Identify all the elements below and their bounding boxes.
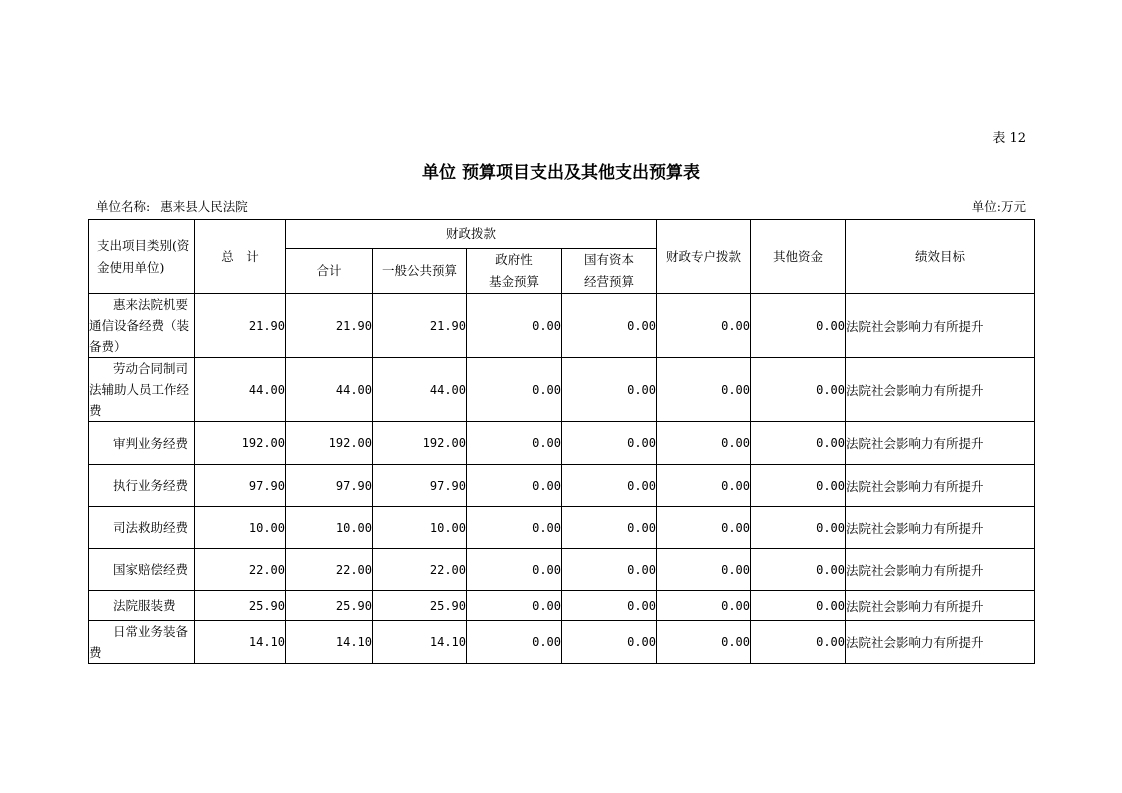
row-name <box>89 358 195 422</box>
row-special: 0.00 <box>657 507 751 549</box>
table-row <box>89 294 1035 358</box>
row-name-rest: 费 <box>175 435 189 451</box>
table-body <box>89 294 1035 664</box>
header-state-capital <box>562 249 657 294</box>
row-name-first: 审判业务经 <box>113 435 176 451</box>
row-other: 0.00 <box>751 591 846 621</box>
table-row <box>89 591 1035 621</box>
row-other: 0.00 <box>751 465 846 507</box>
row-name-first: 国家赔偿经 <box>113 562 176 577</box>
unit-name-value: 惠来县人民法院 <box>160 199 248 214</box>
unit-name <box>96 197 248 215</box>
row-special: 0.00 <box>657 621 751 664</box>
table-row <box>89 358 1035 422</box>
row-special: 0.00 <box>657 591 751 621</box>
row-other: 0.00 <box>751 549 846 591</box>
header-goal: 绩效目标 <box>846 220 1035 294</box>
row-total: 14.10 <box>195 621 286 664</box>
row-gov-fund: 0.00 <box>467 294 562 358</box>
row-general: 192.00 <box>373 422 467 465</box>
row-name-first: 惠来法院机 <box>113 297 176 312</box>
row-subtotal: 97.90 <box>286 465 373 507</box>
row-subtotal: 22.00 <box>286 549 373 591</box>
row-goal: 法院社会影响力有所提升 <box>846 549 1035 591</box>
row-gov-fund: 0.00 <box>467 422 562 465</box>
header-general: 一般公共预算 <box>373 249 467 294</box>
row-goal: 法院社会影响力有所提升 <box>846 422 1035 465</box>
row-state-capital: 0.00 <box>562 294 657 358</box>
header-state-capital-line1: 国有资本 <box>584 252 635 267</box>
row-name-first: 司法救助经 <box>113 520 176 535</box>
row-gov-fund: 0.00 <box>467 549 562 591</box>
table-row <box>89 507 1035 549</box>
header-special: 财政专户拨款 <box>657 220 751 294</box>
row-subtotal: 14.10 <box>286 621 373 664</box>
row-name <box>89 507 195 549</box>
row-state-capital: 0.00 <box>562 422 657 465</box>
row-other: 0.00 <box>751 507 846 549</box>
table-row <box>89 549 1035 591</box>
row-gov-fund: 0.00 <box>467 465 562 507</box>
table-header <box>89 220 1035 294</box>
row-special: 0.00 <box>657 422 751 465</box>
row-goal: 法院社会影响力有所提升 <box>846 591 1035 621</box>
unit-name-label: 单位名称: <box>96 199 151 214</box>
row-subtotal: 25.90 <box>286 591 373 621</box>
header-category: 支出项目类别(资金使用单位) <box>89 220 195 294</box>
table-row <box>89 621 1035 664</box>
row-gov-fund: 0.00 <box>467 591 562 621</box>
header-fiscal: 财政拨款 <box>286 220 657 249</box>
row-goal: 法院社会影响力有所提升 <box>846 358 1035 422</box>
row-other: 0.00 <box>751 621 846 664</box>
row-total: 44.00 <box>195 358 286 422</box>
row-general: 97.90 <box>373 465 467 507</box>
row-name-rest: 要通信设备经费（装备费） <box>89 297 190 354</box>
row-total: 21.90 <box>195 294 286 358</box>
row-general: 25.90 <box>373 591 467 621</box>
row-name <box>89 621 195 664</box>
header-total: 总 计 <box>195 220 286 294</box>
table-number: 表 12 <box>992 131 1026 146</box>
row-name-rest: 费 <box>175 562 189 577</box>
row-name-first: 日常业务装 <box>113 624 176 639</box>
row-state-capital: 0.00 <box>562 465 657 507</box>
row-special: 0.00 <box>657 294 751 358</box>
row-general: 14.10 <box>373 621 467 664</box>
table-row <box>89 465 1035 507</box>
row-special: 0.00 <box>657 358 751 422</box>
row-subtotal: 192.00 <box>286 422 373 465</box>
row-goal: 法院社会影响力有所提升 <box>846 294 1035 358</box>
row-name-first: 执行业务经 <box>113 478 176 493</box>
header-state-capital-line2: 经营预算 <box>584 274 635 289</box>
row-name-first: 法院服装费 <box>113 598 176 613</box>
row-special: 0.00 <box>657 465 751 507</box>
row-name <box>89 422 195 465</box>
row-name-rest: 费 <box>175 520 189 535</box>
row-name <box>89 294 195 358</box>
currency-unit: 单位:万元 <box>971 199 1026 214</box>
row-subtotal: 21.90 <box>286 294 373 358</box>
row-name-rest: 备费 <box>89 624 189 660</box>
row-other: 0.00 <box>751 294 846 358</box>
row-name-rest: 费 <box>175 478 189 493</box>
row-goal: 法院社会影响力有所提升 <box>846 465 1035 507</box>
row-gov-fund: 0.00 <box>467 358 562 422</box>
header-other: 其他资金 <box>751 220 846 294</box>
row-state-capital: 0.00 <box>562 358 657 422</box>
row-name <box>89 465 195 507</box>
row-gov-fund: 0.00 <box>467 507 562 549</box>
row-name <box>89 591 195 621</box>
row-goal: 法院社会影响力有所提升 <box>846 507 1035 549</box>
row-subtotal: 10.00 <box>286 507 373 549</box>
row-name <box>89 549 195 591</box>
row-name-first: 劳动合同制 <box>113 361 176 376</box>
header-gov-fund-line1: 政府性 <box>495 252 533 267</box>
row-state-capital: 0.00 <box>562 549 657 591</box>
row-state-capital: 0.00 <box>562 507 657 549</box>
row-gov-fund: 0.00 <box>467 621 562 664</box>
header-gov-fund <box>467 249 562 294</box>
page-title: 单位 预算项目支出及其他支出预算表 <box>422 163 700 183</box>
row-total: 25.90 <box>195 591 286 621</box>
row-state-capital: 0.00 <box>562 621 657 664</box>
row-general: 44.00 <box>373 358 467 422</box>
row-total: 22.00 <box>195 549 286 591</box>
row-goal: 法院社会影响力有所提升 <box>846 621 1035 664</box>
row-other: 0.00 <box>751 422 846 465</box>
row-special: 0.00 <box>657 549 751 591</box>
row-general: 10.00 <box>373 507 467 549</box>
row-total: 97.90 <box>195 465 286 507</box>
row-general: 22.00 <box>373 549 467 591</box>
header-subtotal: 合计 <box>286 249 373 294</box>
row-state-capital: 0.00 <box>562 591 657 621</box>
row-other: 0.00 <box>751 358 846 422</box>
table-row <box>89 422 1035 465</box>
header-gov-fund-line2: 基金预算 <box>488 274 539 289</box>
row-general: 21.90 <box>373 294 467 358</box>
row-total: 10.00 <box>195 507 286 549</box>
budget-table <box>88 219 1035 664</box>
row-total: 192.00 <box>195 422 286 465</box>
row-subtotal: 44.00 <box>286 358 373 422</box>
row-name-rest: 司法辅助人员工作经费 <box>89 361 190 418</box>
